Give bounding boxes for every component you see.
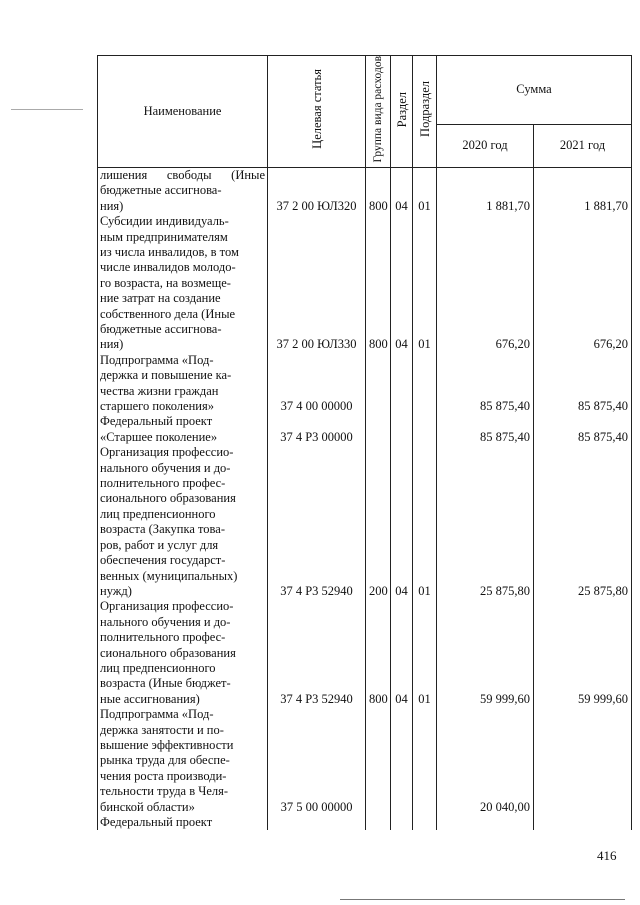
header-subsection: Подраздел: [413, 56, 437, 168]
row-name: Подпрограмма «Под- держка занятости и по- вышение эффективности рынка труда для обеспе- чения роста производи- тельности труда в Челя- бинской области»: [98, 707, 268, 815]
row-name: Федеральный проект «Старшее поколение»: [98, 414, 268, 445]
row-subsection: [413, 414, 437, 445]
row-section: 04: [391, 167, 413, 214]
row-subsection: 01: [413, 214, 437, 353]
row-target-article: 37 4 P3 52940: [268, 445, 366, 599]
table-row: [98, 815, 632, 830]
table-row: [98, 353, 632, 415]
row-name: Организация профессио- нального обучения и до- полнительного профес- сионального образования лиц предпенсионного возраста (Закупка това- ров, работ и услуг для обеспечения государст- венных (муниципальных) нужд): [98, 445, 268, 599]
row-sum-2021: 1 881,70: [534, 167, 632, 214]
row-sum-2020: [437, 815, 534, 830]
table-row: [98, 414, 632, 445]
row-section: [391, 414, 413, 445]
row-target-article: 37 2 00 ЮЛ320: [268, 167, 366, 214]
row-sum-2021: 676,20: [534, 214, 632, 353]
page-number: 416: [597, 848, 617, 863]
row-subsection: 01: [413, 445, 437, 599]
footer-rule: [340, 899, 625, 900]
row-sum-2020: 676,20: [437, 214, 534, 353]
row-target-article: 37 2 00 ЮЛ330: [268, 214, 366, 353]
table-header: [98, 56, 632, 168]
row-sum-2021: [534, 815, 632, 830]
row-expense-group: 800: [366, 599, 391, 707]
header-year-2021: 2021 год: [534, 124, 632, 167]
row-sum-2020: 85 875,40: [437, 414, 534, 445]
row-expense-group: 800: [366, 167, 391, 214]
row-sum-2020: 85 875,40: [437, 353, 534, 415]
header-year-2020: 2020 год: [437, 124, 534, 167]
budget-table: [97, 55, 632, 830]
table-row: [98, 707, 632, 815]
table-row: [98, 445, 632, 599]
row-section: [391, 707, 413, 815]
row-name: Субсидии индивидуаль- ным предпринимателям из числа инвалидов, в том числе инвалидов молодо- го возраста, на возмеще- ние затрат на создание собственного дела (Иные бюджетные ассигнова- ния): [98, 214, 268, 353]
row-sum-2020: 20 040,00: [437, 707, 534, 815]
row-target-article: 37 5 00 00000: [268, 707, 366, 815]
row-expense-group: 200: [366, 445, 391, 599]
row-subsection: [413, 815, 437, 830]
row-sum-2021: [534, 707, 632, 815]
row-subsection: 01: [413, 599, 437, 707]
row-sum-2021: 85 875,40: [534, 353, 632, 415]
row-target-article: 37 4 P3 00000: [268, 414, 366, 445]
row-expense-group: [366, 815, 391, 830]
row-subsection: [413, 707, 437, 815]
header-target-article: Целевая статья: [268, 56, 366, 168]
row-name: Организация профессио- нального обучения и до- полнительного профес- сионального образования лиц предпенсионного возраста (Иные бюджет- ные ассигнования): [98, 599, 268, 707]
row-sum-2021: 59 999,60: [534, 599, 632, 707]
row-section: [391, 353, 413, 415]
row-section: 04: [391, 445, 413, 599]
row-section: [391, 815, 413, 830]
header-sum: Сумма: [437, 56, 632, 125]
table-row: [98, 599, 632, 707]
row-subsection: [413, 353, 437, 415]
row-sum-2020: 59 999,60: [437, 599, 534, 707]
row-target-article: 37 4 00 00000: [268, 353, 366, 415]
row-expense-group: [366, 707, 391, 815]
table-body: [98, 167, 632, 830]
row-sum-2020: 25 875,80: [437, 445, 534, 599]
row-sum-2021: 25 875,80: [534, 445, 632, 599]
row-name: Федеральный проект: [98, 815, 268, 830]
row-sum-2020: 1 881,70: [437, 167, 534, 214]
row-section: 04: [391, 214, 413, 353]
header-section: Раздел: [391, 56, 413, 168]
table-row: [98, 167, 632, 214]
header-expense-group: Группа вида расходов: [366, 56, 391, 168]
row-section: 04: [391, 599, 413, 707]
row-expense-group: [366, 353, 391, 415]
row-expense-group: 800: [366, 214, 391, 353]
row-target-article: 37 4 P3 52940: [268, 599, 366, 707]
margin-mark: [11, 109, 83, 110]
row-sum-2021: 85 875,40: [534, 414, 632, 445]
table-row: [98, 214, 632, 353]
row-name: лишения свободы (Иные бюджетные ассигнова- ния): [98, 167, 268, 214]
row-subsection: 01: [413, 167, 437, 214]
header-name: Наименование: [98, 56, 268, 168]
row-expense-group: [366, 414, 391, 445]
row-name: Подпрограмма «Под- держка и повышение ка- чества жизни граждан старшего поколения»: [98, 353, 268, 415]
row-target-article: [268, 815, 366, 830]
